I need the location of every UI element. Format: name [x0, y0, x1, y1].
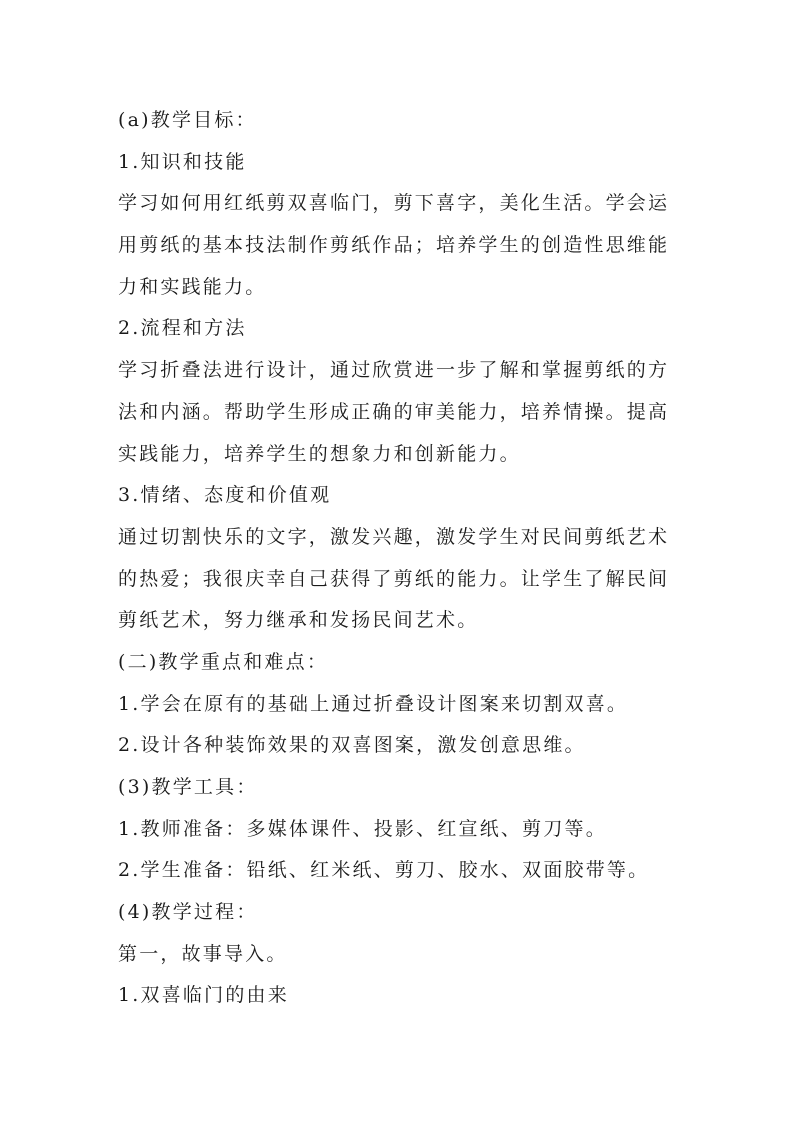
paragraph-line: 用剪纸的基本技法制作剪纸作品；培养学生的创造性思维能: [118, 234, 670, 257]
subheading-process-methods: 2.流程和方法: [118, 317, 247, 340]
paragraph-line: 法和内涵。帮助学生形成正确的审美能力，培养情操。提高: [118, 400, 670, 423]
paragraph-line: 力和实践能力。: [118, 275, 267, 298]
section-heading-key-points: (二)教学重点和难点：: [118, 650, 329, 673]
list-item: 1.双喜临门的由来: [118, 984, 289, 1007]
section-heading-tools: (3)教学工具：: [118, 776, 258, 798]
paragraph-line: 通过切割快乐的文字，激发兴趣，激发学生对民间剪纸艺术: [118, 525, 670, 548]
section-heading-objectives: (a)教学目标：: [118, 109, 257, 131]
paragraph-line: 第一，故事导入。: [118, 942, 288, 965]
list-item: 1.教师准备：多媒体课件、投影、红宣纸、剪刀等。: [118, 817, 607, 840]
list-item: 2.学生准备：铅纸、红米纸、剪刀、胶水、双面胶带等。: [118, 859, 650, 882]
paragraph-line: 的热爱；我很庆幸自己获得了剪纸的能力。让学生了解民间: [118, 567, 670, 590]
list-item: 2.设计各种装饰效果的双喜图案，激发创意思维。: [118, 734, 586, 757]
paragraph-line: 实践能力，培养学生的想象力和创新能力。: [118, 442, 521, 465]
paragraph-line: 剪纸艺术，努力继承和发扬民间艺术。: [118, 609, 479, 632]
subheading-knowledge-skills: 1.知识和技能: [118, 150, 247, 173]
paragraph-line: 学习如何用红纸剪双喜临门，剪下喜字，美化生活。学会运: [118, 192, 670, 215]
subheading-emotion-attitude: 3.情绪、态度和价值观: [118, 484, 332, 507]
document-body: [118, 100, 678, 1017]
list-item: 1.学会在原有的基础上通过折叠设计图案来切割双喜。: [118, 692, 629, 715]
section-heading-process: (4)教学过程：: [118, 901, 258, 924]
paragraph-line: 学习折叠法进行设计，通过欣赏进一步了解和掌握剪纸的方: [118, 359, 670, 382]
